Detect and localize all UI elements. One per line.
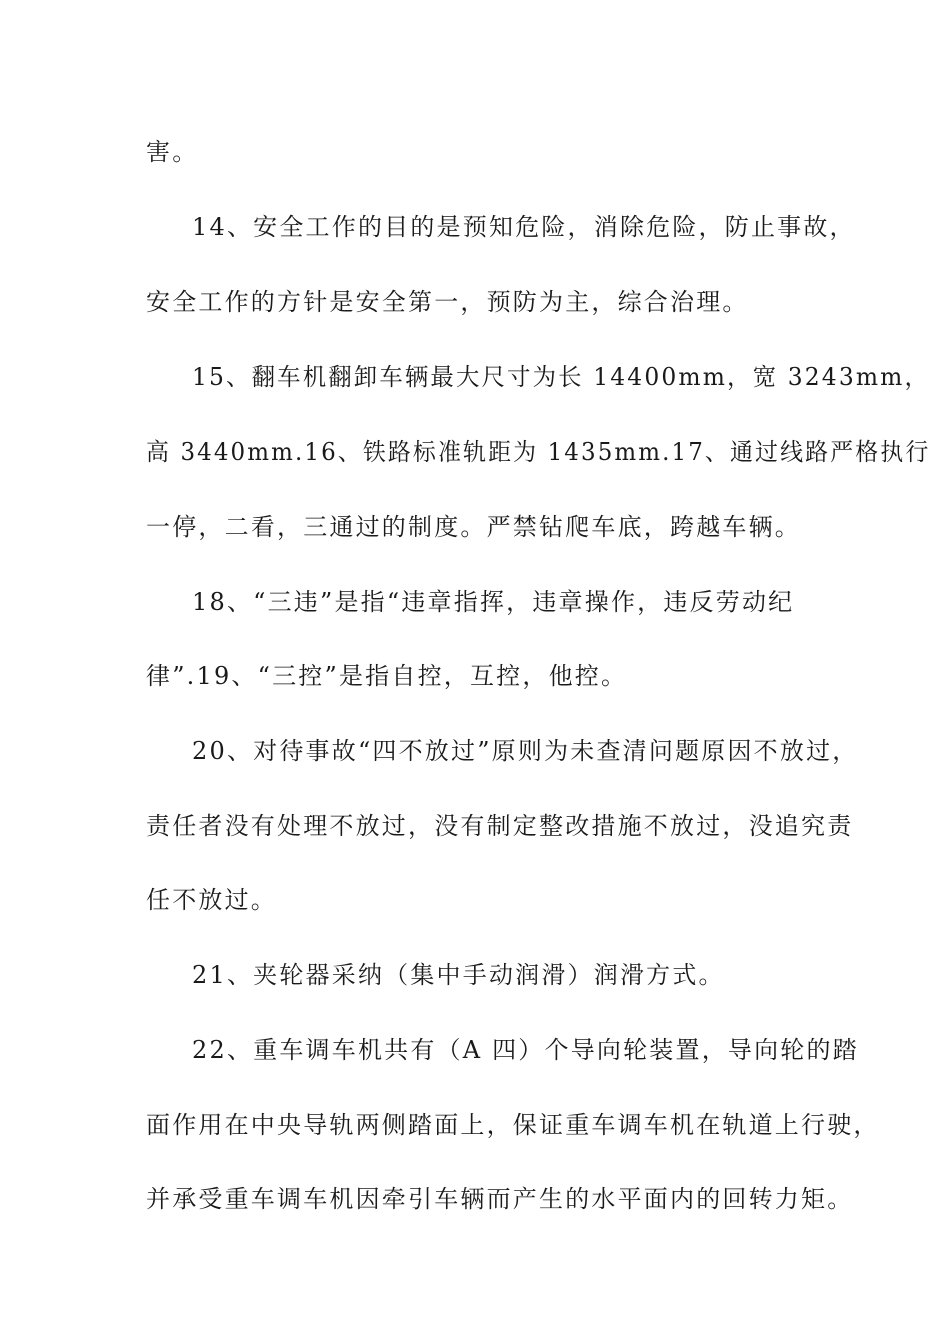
text-line-6: 一停，二看，三通过的制度。严禁钻爬车底，跨越车辆。 <box>146 513 801 541</box>
text-line-1: 害。 <box>146 138 199 166</box>
text-line-15: 并承受重车调车机因牵引车辆而产生的水平面内的回转力矩。 <box>146 1185 854 1213</box>
text-line-10: 责任者没有处理不放过，没有制定整改措施不放过，没追究责 <box>146 812 854 840</box>
text-line-8: 律”.19、“三控”是指自控，互控，他控。 <box>146 662 628 690</box>
text-line-12: 21、夹轮器采纳（集中手动润滑）润滑方式。 <box>192 961 725 989</box>
text-line-3: 安全工作的方针是安全第一，预防为主，综合治理。 <box>146 288 749 316</box>
text-line-4: 15、翻车机翻卸车辆最大尺寸为长 14400mm，宽 3243mm， <box>192 363 931 391</box>
text-line-9: 20、对待事故“四不放过”原则为未查清问题原因不放过， <box>192 737 859 765</box>
text-line-14: 面作用在中央导轨两侧踏面上，保证重车调车机在轨道上行驶， <box>146 1111 880 1139</box>
text-line-13: 22、重车调车机共有（A 四）个导向轮装置，导向轮的踏 <box>192 1036 859 1064</box>
text-line-11: 任不放过。 <box>146 886 277 914</box>
text-line-2: 14、安全工作的目的是预知危险，消除危险，防止事故， <box>192 213 856 241</box>
text-line-7: 18、“三违”是指“违章指挥，违章操作，违反劳动纪 <box>192 588 795 616</box>
text-line-5: 高 3440mm.16、铁路标准轨距为 1435mm.17、通过线路严格执行 <box>146 438 931 466</box>
